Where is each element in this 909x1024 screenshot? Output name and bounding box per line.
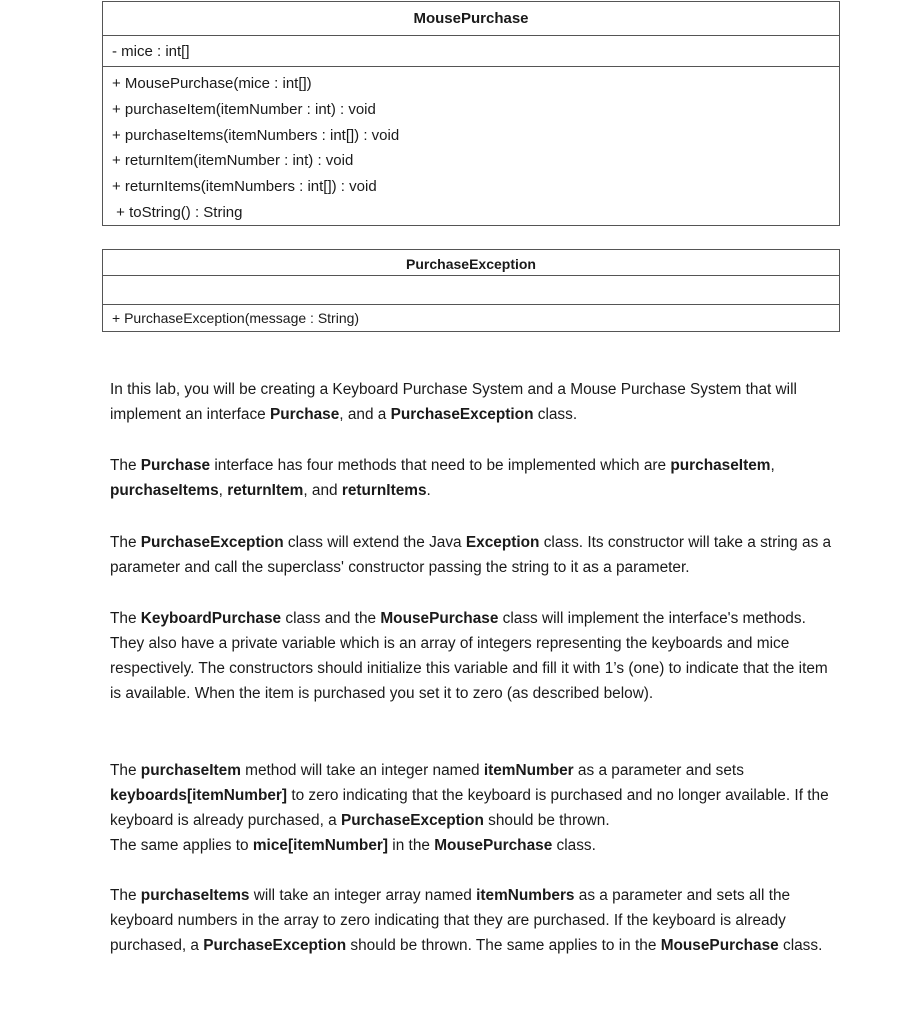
paragraph-purchase-items: The purchaseItems will take an integer array named itemNumbers as a parameter and sets all the keyboard numbers in the array to zero indicating that they are purchased. If the keyboard is already purchased, a PurchaseException should be thrown. The same applies to in the MousePurchase class. — [110, 887, 823, 954]
operation: + returnItem(itemNumber : int) : void — [112, 152, 354, 170]
uml-class-mouse-purchase — [102, 1, 840, 226]
paragraph-intro: In this lab, you will be creating a Keyboard Purchase System and a Mouse Purchase System that will implement an interface Purchase, and a PurchaseException class. — [110, 381, 797, 423]
attribute: - mice : int[] — [112, 43, 190, 60]
operation: + PurchaseException(message : String) — [112, 310, 360, 326]
paragraph-keyboard-mouse-purchase: The KeyboardPurchase class and the MousePurchase class will implement the interface's methods. They also have a private variable which is an array of integers representing the keyboards and mice respectively. The constructors should initialize this variable and fill it with 1’s (one) to indicate that the item is available. When the item is purchased you set it to zero (as described below). — [110, 610, 828, 702]
operation: + purchaseItem(itemNumber : int) : void — [112, 100, 376, 118]
paragraph-purchase-interface: The Purchase interface has four methods that need to be implemented which are purchaseItem, purchaseItems, returnItem, and returnItems. — [110, 457, 775, 499]
operation: + MousePurchase(mice : int[]) — [112, 75, 312, 92]
class-name: MousePurchase — [103, 2, 839, 36]
class-attributes — [103, 36, 839, 67]
class-name: PurchaseException — [103, 250, 839, 276]
class-operations — [103, 305, 839, 331]
paragraph-purchase-exception: The PurchaseException class will extend the Java Exception class. Its constructor will take a string as a parameter and call the superclass' constructor passing the string to it as a parameter. — [110, 534, 832, 576]
operation: + toString() : String — [112, 203, 243, 221]
class-operations — [103, 67, 839, 225]
class-attributes — [103, 276, 839, 305]
operation: + purchaseItems(itemNumbers : int[]) : void — [112, 126, 400, 144]
operation: + returnItems(itemNumbers : int[]) : void — [112, 178, 377, 196]
paragraph-purchase-item: The purchaseItem method will take an integer named itemNumber as a parameter and sets keyboards[itemNumber] to zero indicating that the keyboard is purchased and no longer available. If the keyboard is already purchased, a PurchaseException should be thrown. The same applies to mice[itemNumber] in the MousePurchase class. — [110, 762, 829, 854]
uml-class-purchase-exception — [102, 249, 840, 332]
